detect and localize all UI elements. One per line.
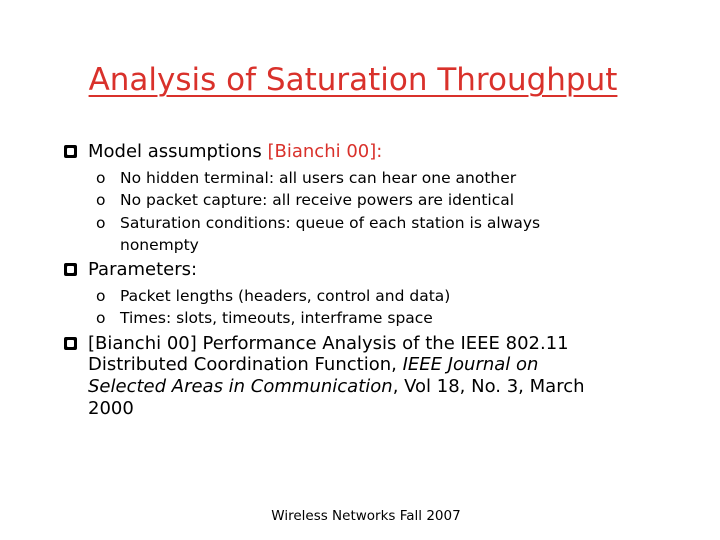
square-bullet-icon [64,337,77,350]
citation-line [88,354,538,375]
citation-line [88,376,585,397]
square-bullet-icon [64,145,77,158]
circle-bullet-icon: o [96,287,106,305]
circle-bullet-icon: o [96,191,106,209]
circle-bullet-icon: o [96,214,106,232]
bullet-label: Model assumptions [88,141,268,162]
journal-name: Selected Areas in Communication [88,376,393,397]
sub-bullet-text: No hidden terminal: all users can hear one another [120,169,517,187]
sub-bullet-text: Packet lengths (headers, control and data) [120,287,451,305]
sub-bullet-text: Saturation conditions: queue of each station is always [120,214,541,232]
bullet-text [88,141,382,163]
reference-label: [Bianchi 00]: [267,141,383,162]
citation-line [88,398,134,419]
citation-text: Distributed Coordination Function, [88,354,403,375]
slide-title: Analysis of Saturation Throughput [88,62,618,98]
bullet-label: Parameters: [88,259,198,280]
circle-bullet-icon: o [96,309,106,327]
citation-text: 2000 [88,398,134,419]
citation-line: [Bianchi 00] Performance Analysis of the IEEE 802.11 [88,333,569,354]
square-bullet-icon [64,263,77,276]
sub-bullet-text: No packet capture: all receive powers are identical [120,191,515,209]
circle-bullet-icon: o [96,169,106,187]
citation-text: , Vol 18, No. 3, March [392,376,585,397]
slide-footer: Wireless Networks Fall 2007 [271,508,461,524]
journal-name: IEEE Journal on [402,354,539,375]
sub-bullet-text: Times: slots, timeouts, interframe space [120,309,433,327]
sub-bullet-text: nonempty [120,236,199,254]
